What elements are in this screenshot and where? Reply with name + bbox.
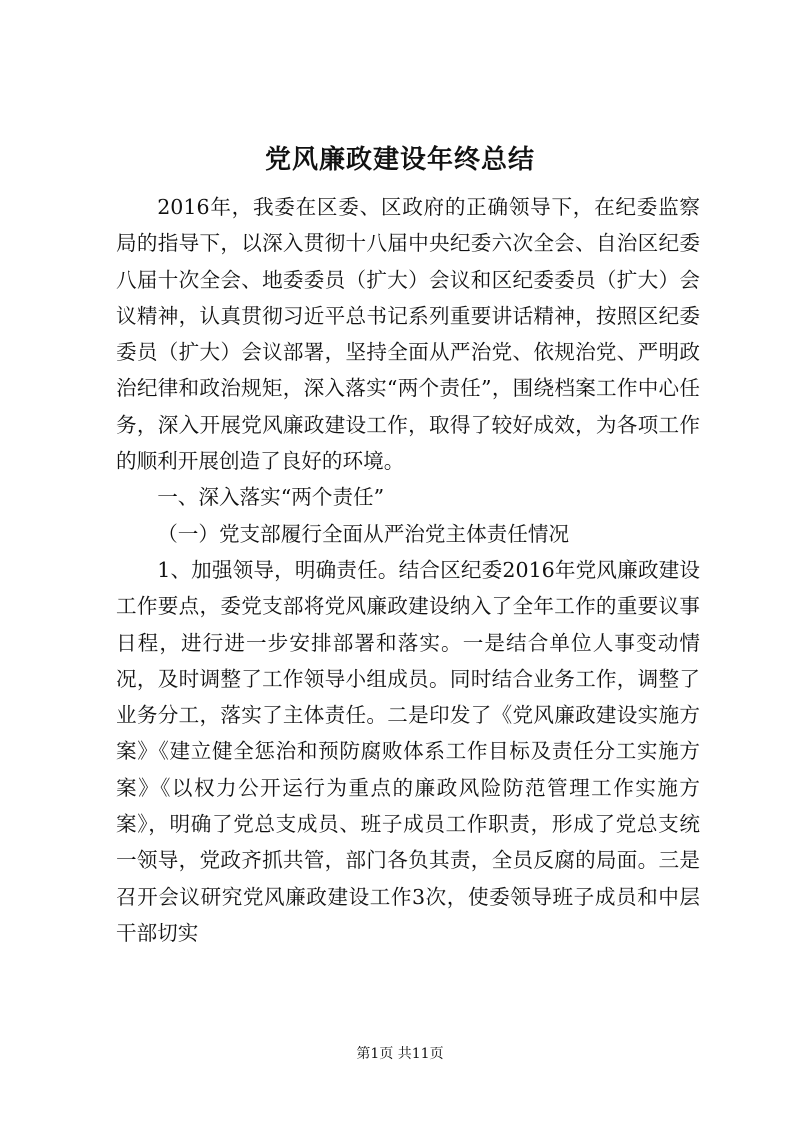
page-footer: 第1页 共11页 — [356, 1046, 444, 1062]
document-title: 党风廉政建设年终总结 — [264, 145, 535, 175]
section-heading: 一、深入落实“两个责任” — [157, 485, 385, 510]
intro-paragraph: 2016年，我委在区委、区政府的正确领导下，在纪委监察局的指导下，以深入贯彻十八届中央纪委六次全会、自治区纪委八届十次全会、地委委员（扩大）会议和区纪委委员（扩大）会议精神，认真贯彻习近平总书记系列重要讲话精神，按照区纪委委员（扩大）会议部署，坚持全面从严治党、依规治党、严明政治纪律和政治规矩，深入落实“两个责任”，围绕档案工作中心任务，深入开展党风廉政建设工作，取得了较好成效，为各项工作的顺利开展创造了良好的环境。 — [116, 195, 700, 474]
document-body — [116, 189, 700, 951]
subsection-heading: （一）党支部履行全面从严治党主体责任情况 — [157, 521, 570, 546]
body-paragraph: 1、加强领导，明确责任。结合区纪委2016年党风廉政建设工作要点，委党支部将党风廉政建设纳入了全年工作的重要议事日程，进行进一步安排部署和落实。一是结合单位人事变动情况，及时调整了工作领导小组成员。同时结合业务工作，调整了业务分工，落实了主体责任。二是印发了《党风廉政建设实施方案》《建立健全惩治和预防腐败体系工作目标及责任分工实施方案》《以权力公开运行为重点的廉政风险防范管理工作实施方案》，明确了党总支成员、班子成员工作职责，形成了党总支统一领导，党政齐抓共管，部门各负其责，全员反腐的局面。三是召开会议研究党风廉政建设工作3次，使委领导班子成员和中层干部切实 — [116, 557, 700, 945]
